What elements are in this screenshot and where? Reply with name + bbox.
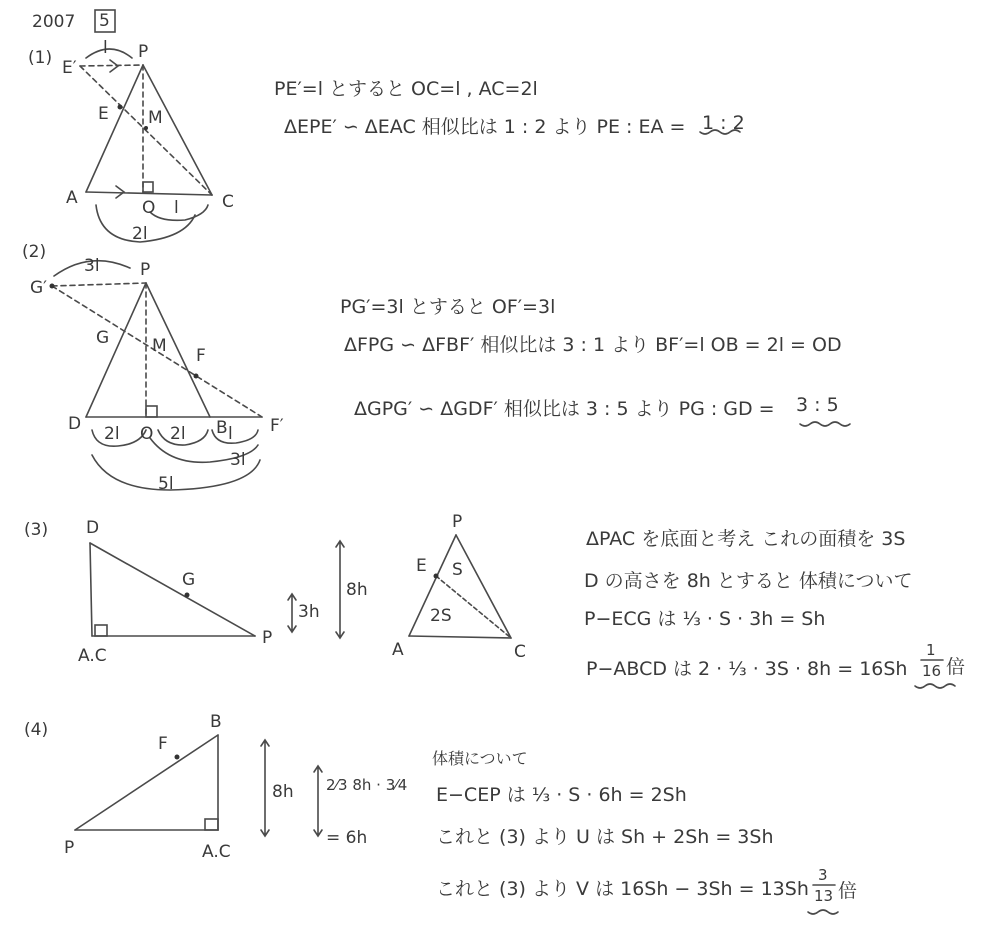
- dim-of: 3l: [230, 450, 246, 470]
- point-f: F: [196, 346, 206, 366]
- part-4-number: (4): [24, 720, 49, 740]
- area-s: S: [452, 560, 463, 580]
- note-2-3: ΔGPG′ ∽ ΔGDF′ 相似比は 3 : 5 より PG : GD =: [354, 398, 775, 420]
- point-ac-3: A.C: [78, 646, 107, 666]
- point-d: D: [68, 414, 82, 434]
- dim-top-l: l: [103, 38, 108, 58]
- note-3-3: P−ECG は ⅓ · S · 3h = Sh: [584, 608, 826, 630]
- point-f-prime: F′: [270, 416, 284, 436]
- height-calc: 2⁄3 8h · 3⁄4: [326, 776, 408, 794]
- point-m: M: [148, 108, 163, 128]
- point-a-3: A: [392, 640, 404, 660]
- point-g: G: [96, 328, 110, 348]
- dim-oc: l: [174, 198, 179, 218]
- answer-2: 3 : 5: [796, 394, 839, 416]
- point-p-3r: P: [452, 512, 463, 532]
- answer-3-unit: 倍: [946, 656, 966, 678]
- note-1-2: ΔEPE′ ∽ ΔEAC 相似比は 1 : 2 より PE : EA =: [284, 116, 686, 138]
- answer-3-denominator: 16: [922, 662, 942, 680]
- point-o-2: O: [140, 424, 154, 444]
- dim-bf: l: [228, 424, 233, 444]
- dim-ac: 2l: [132, 224, 148, 244]
- dim-ob: 2l: [170, 424, 186, 444]
- point-g-prime: G′: [30, 278, 48, 298]
- note-4-4: これと (3) より V は 16Sh − 3Sh = 13Sh: [436, 878, 809, 900]
- point-p-3: P: [262, 628, 273, 648]
- part-3-number: (3): [24, 520, 49, 540]
- point-m-2: M: [152, 336, 167, 356]
- point-b-4: B: [210, 712, 222, 732]
- point-ac-4: A.C: [202, 842, 231, 862]
- height-8h: 8h: [346, 580, 368, 600]
- height-8h-4: 8h: [272, 782, 294, 802]
- answer-4-unit: 倍: [838, 880, 858, 902]
- dim-df: 5l: [158, 474, 174, 494]
- answer-1: 1 : 2: [702, 112, 745, 134]
- note-1-1: PE′=l とすると OC=l , AC=2l: [274, 78, 538, 100]
- note-4-2: E−CEP は ⅓ · S · 6h = 2Sh: [436, 784, 687, 806]
- diagram-3-left: [90, 541, 344, 638]
- note-4-3: これと (3) より U は Sh + 2Sh = 3Sh: [436, 826, 774, 848]
- point-c-3: C: [514, 642, 526, 662]
- note-2-2: ΔFPG ∽ ΔFBF′ 相似比は 3 : 1 より BF′=l OB = 2l = OD: [344, 334, 842, 356]
- note-3-2: D の高さを 8h とすると 体積について: [584, 570, 913, 592]
- year-label: 2007: [32, 12, 76, 32]
- point-e-3: E: [416, 556, 427, 576]
- point-b: B: [216, 418, 228, 438]
- point-d-3: D: [86, 518, 100, 538]
- note-3-4: P−ABCD は 2 · ⅓ · 3S · 8h = 16Sh: [586, 658, 908, 680]
- note-3-1: ΔPAC を底面と考え これの面積を 3S: [586, 528, 906, 550]
- point-o: O: [142, 198, 156, 218]
- problem-number: 5: [99, 11, 110, 31]
- part-1-number: (1): [28, 48, 53, 68]
- point-e: E: [98, 104, 109, 124]
- part-2-number: (2): [22, 242, 47, 262]
- point-g-3: G: [182, 570, 196, 590]
- point-p: P: [138, 42, 149, 62]
- dim-3l-top: 3l: [84, 256, 100, 276]
- point-a: A: [66, 188, 78, 208]
- point-p-4: P: [64, 838, 75, 858]
- answer-3-numerator: 1: [926, 641, 936, 659]
- height-result: = 6h: [326, 828, 368, 848]
- point-c: C: [222, 192, 234, 212]
- point-f-4: F: [158, 734, 168, 754]
- area-2s: 2S: [430, 606, 452, 626]
- answer-4-numerator: 3: [818, 866, 828, 884]
- height-3h: 3h: [298, 602, 320, 622]
- point-e-prime: E′: [62, 58, 77, 78]
- note-4-1: 体積について: [432, 749, 528, 768]
- answer-4-denominator: 13: [814, 887, 834, 905]
- point-p-2: P: [140, 260, 151, 280]
- note-2-1: PG′=3l とすると OF′=3l: [340, 296, 556, 318]
- diagram-3-right: [409, 535, 511, 638]
- dim-do: 2l: [104, 424, 120, 444]
